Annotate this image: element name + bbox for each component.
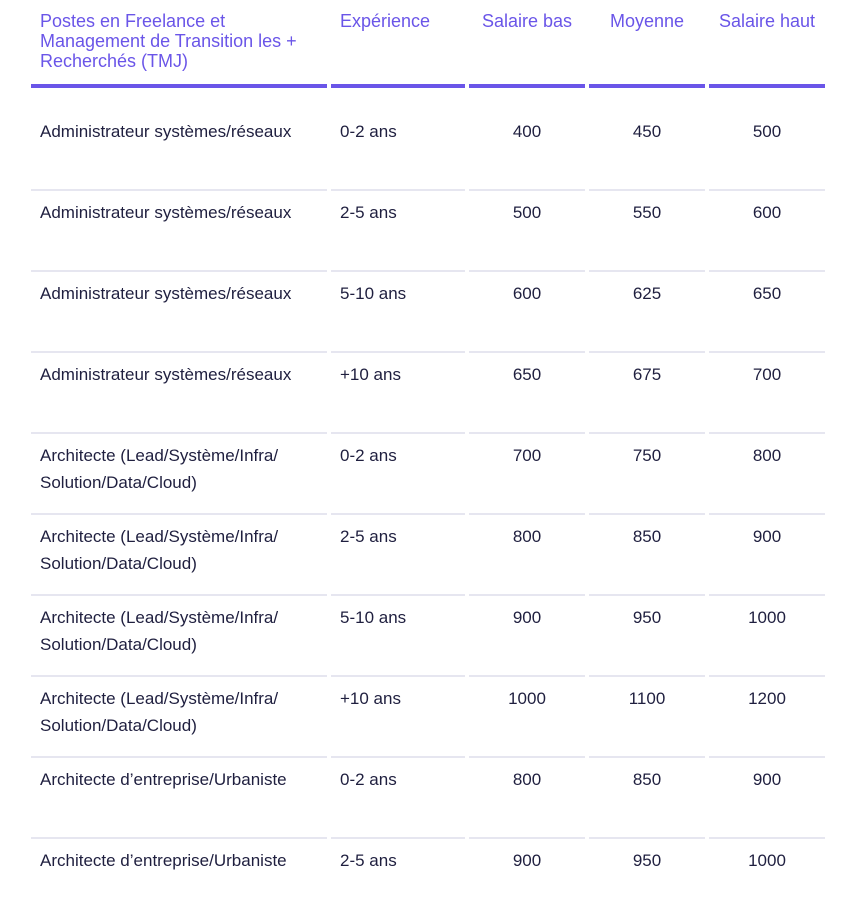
header-salary-high: Salaire haut [709,0,825,88]
cell-salary-low: 800 [469,758,585,839]
header-salary-mean: Moyenne [589,0,705,88]
table-row [31,839,825,920]
cell-salary-low: 600 [469,272,585,353]
cell-salary-high: 650 [709,272,825,353]
cell-position: Architecte (Lead/Système/Infra/ Solution/Data/Cloud) [31,434,327,515]
table-row [31,434,825,515]
cell-salary-mean: 625 [589,272,705,353]
header-salary-low: Salaire bas [469,0,585,88]
cell-salary-mean: 850 [589,515,705,596]
cell-experience: +10 ans [331,677,465,758]
cell-experience: 0-2 ans [331,758,465,839]
cell-experience: 2-5 ans [331,191,465,272]
cell-salary-mean: 1100 [589,677,705,758]
cell-salary-low: 900 [512,851,542,870]
cell-experience: 0-2 ans [331,110,465,191]
cell-salary-high: 700 [709,353,825,434]
cell-salary-low: 400 [469,110,585,191]
header-experience: Expérience [331,0,465,88]
cell-salary-low: 500 [469,191,585,272]
table-header [31,0,825,88]
table-row [31,110,825,191]
cell-salary-high: 1000 [748,851,786,870]
cell-experience: 0-2 ans [331,434,465,515]
cell-experience: +10 ans [331,353,465,434]
cell-salary-high: 600 [709,191,825,272]
table-row [31,677,825,758]
cell-salary-mean: 950 [632,851,662,870]
cell-experience: 2-5 ans [340,851,397,870]
cell-position: Architecte (Lead/Système/Infra/ Solution/Data/Cloud) [31,596,327,677]
cell-salary-high: 900 [709,758,825,839]
cell-position: Administrateur systèmes/réseaux [31,110,327,191]
cell-salary-low: 650 [469,353,585,434]
cell-salary-mean: 950 [589,596,705,677]
cell-salary-mean: 850 [589,758,705,839]
cell-salary-high: 1000 [709,596,825,677]
table-body [31,110,825,920]
cell-position: Administrateur systèmes/réseaux [31,191,327,272]
cell-salary-mean: 675 [589,353,705,434]
cell-salary-low: 900 [469,596,585,677]
cell-experience: 2-5 ans [331,515,465,596]
table-row [31,596,825,677]
table-row [31,191,825,272]
table-row [31,515,825,596]
cell-position: Administrateur systèmes/réseaux [31,272,327,353]
cell-experience: 5-10 ans [331,596,465,677]
cell-salary-high: 1200 [709,677,825,758]
cell-salary-mean: 450 [589,110,705,191]
cell-position: Architecte (Lead/Système/Infra/ Solution/Data/Cloud) [31,515,327,596]
header-position: Postes en Freelance et Management de Transition les + Recherchés (TMJ) [31,0,327,88]
table-row [31,758,825,839]
cell-salary-low: 800 [469,515,585,596]
cell-experience: 5-10 ans [331,272,465,353]
cell-position: Architecte d’entreprise/Urbaniste [40,851,287,870]
table-row [31,353,825,434]
cell-salary-low: 700 [469,434,585,515]
salary-table [31,0,825,920]
cell-position: Architecte (Lead/Système/Infra/ Solution/Data/Cloud) [31,677,327,758]
cell-salary-high: 900 [709,515,825,596]
cell-salary-mean: 550 [589,191,705,272]
cell-position: Architecte d’entreprise/Urbaniste [31,758,327,839]
cell-salary-high: 500 [709,110,825,191]
cell-salary-low: 1000 [469,677,585,758]
cell-salary-mean: 750 [589,434,705,515]
cell-salary-high: 800 [709,434,825,515]
cell-position: Administrateur systèmes/réseaux [31,353,327,434]
table-row [31,272,825,353]
